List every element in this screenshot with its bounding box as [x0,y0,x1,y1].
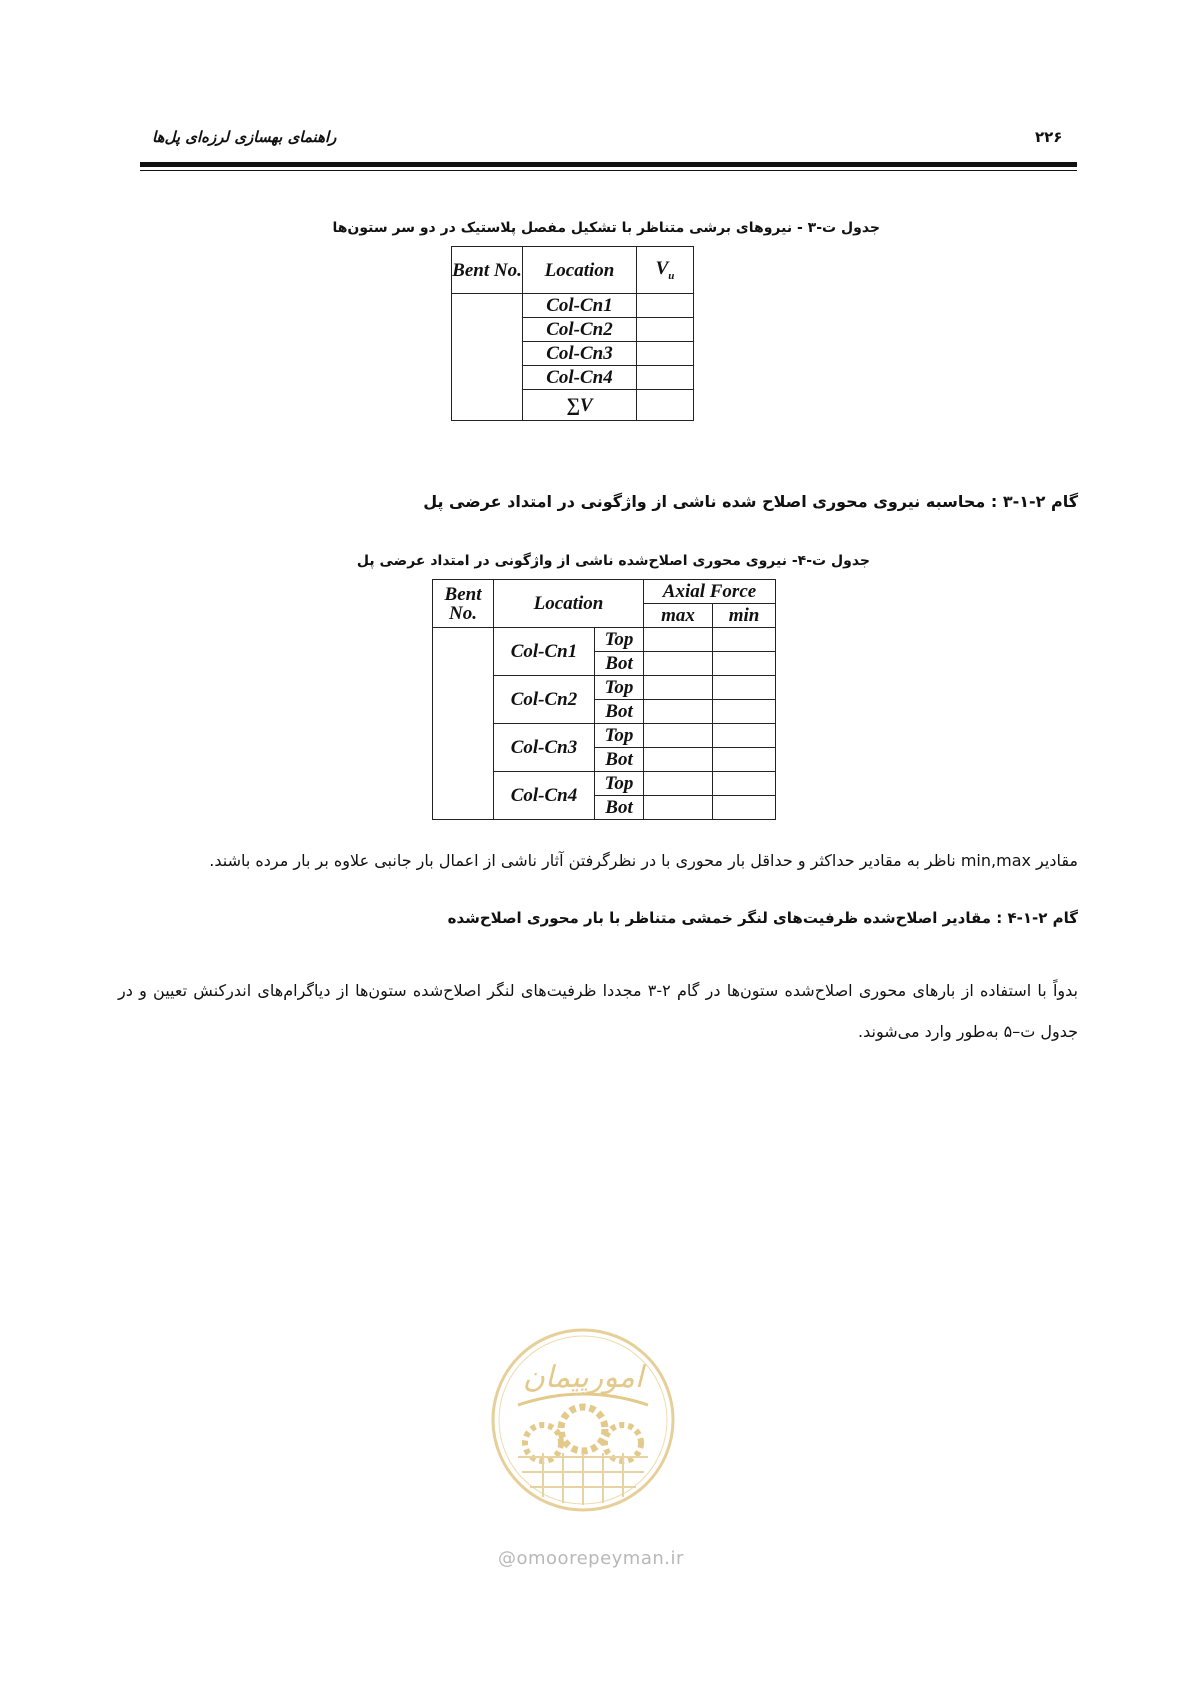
table2-cell [713,676,776,700]
table1-sum-value [637,390,694,421]
paragraph-min-max-note: مقادیر min,max ناظر به مقادیر حداکثر و حداقل بار محوری با در نظرگرفتن آثار ناشی از اعمال بار جانبی علاوه بر بار مرده باشند. [209,851,1078,870]
page-number: ۲۲۶ [1035,128,1063,146]
table2-bot-label: Bot [595,652,644,676]
table2-cell [713,796,776,820]
table2-column-name: Col-Cn4 [494,772,595,820]
table2-bot-label: Bot [595,748,644,772]
table2-top-label: Top [595,724,644,748]
table2-cell [644,748,713,772]
table2-column-name: Col-Cn3 [494,724,595,772]
table1-row-location: Col-Cn2 [523,318,637,342]
table1-row-value [637,294,694,318]
table2-header-bent: Bent No. [433,580,494,628]
running-header-title: راهنمای بهسازی لرزه‌ای پل‌ها [152,128,337,146]
header-rule-thick [140,162,1077,167]
table1-row-location: Col-Cn3 [523,342,637,366]
table2-header-axial-force: Axial Force [644,580,776,604]
table2-bent-cell [433,628,494,820]
table2-top-label: Top [595,628,644,652]
table1-bent-cell [452,294,523,421]
table2-cell [713,772,776,796]
table1-row-value [637,342,694,366]
table1-header-vu: $V_u$ [637,247,694,294]
table2-column-name: Col-Cn1 [494,628,595,676]
table1-header-location: Location [523,247,637,294]
table2-bot-label: Bot [595,796,644,820]
table1-header-bent: Bent No. [452,247,523,294]
step-heading-2-1-4: گام ۲-۱-۴ : مقادیر اصلاح‌شده ظرفیت‌های لنگر خمشی متناظر با بار محوری اصلاح‌شده [447,909,1078,927]
table2-cell [644,796,713,820]
table2-cell [713,748,776,772]
table2-caption: جدول ت-۴- نیروی محوری اصلاح‌شده ناشی از واژگونی در امتداد عرضی پل [356,553,870,569]
table2-cell [644,676,713,700]
table2-cell [713,652,776,676]
omoorepeyman-logo-icon [488,1325,678,1515]
watermark-url: @omoorepeyman.ir [498,1548,684,1569]
table2-cell [644,700,713,724]
header-rule-thin [140,170,1077,171]
table1-row-value [637,318,694,342]
logo-text: امورپیمان [522,1360,644,1395]
table2-column-name: Col-Cn2 [494,676,595,724]
table1-row-location: Col-Cn4 [523,366,637,390]
table1-sum-label: ∑V [523,390,637,421]
table2 [432,579,776,820]
table2-cell [713,628,776,652]
paragraph-step-2-1-4: بدواً با استفاده از بارهای محوری اصلاح‌شده ستون‌ها در گام ۲-۳ مجددا ظرفیت‌های لنگر اصلاح‌شده ستون‌ها از دیاگرام‌های اندرکنش تعیین و در جدول ت–۵ به‌طور وارد می‌شوند. [118,981,1078,1041]
table2-cell [713,724,776,748]
table2-top-label: Top [595,676,644,700]
table2-bot-label: Bot [595,700,644,724]
table1-caption: جدول ت-۳ - نیروهای برشی متناظر با تشکیل مفصل پلاستیک در دو سر ستون‌ها [332,220,880,236]
table1 [451,246,694,421]
table1-row-value [637,366,694,390]
table1-row-location: Col-Cn1 [523,294,637,318]
table2-cell [713,700,776,724]
table2-cell [644,724,713,748]
table2-cell [644,772,713,796]
step-heading-2-1-3: گام ۲-۱-۳ : محاسبه نیروی محوری اصلاح شده ناشی از واژگونی در امتداد عرضی پل [423,492,1078,511]
table2-header-location: Location [494,580,644,628]
table2-header-max: max [644,604,713,628]
table2-cell [644,652,713,676]
table2-top-label: Top [595,772,644,796]
table2-header-min: min [713,604,776,628]
table2-cell [644,628,713,652]
